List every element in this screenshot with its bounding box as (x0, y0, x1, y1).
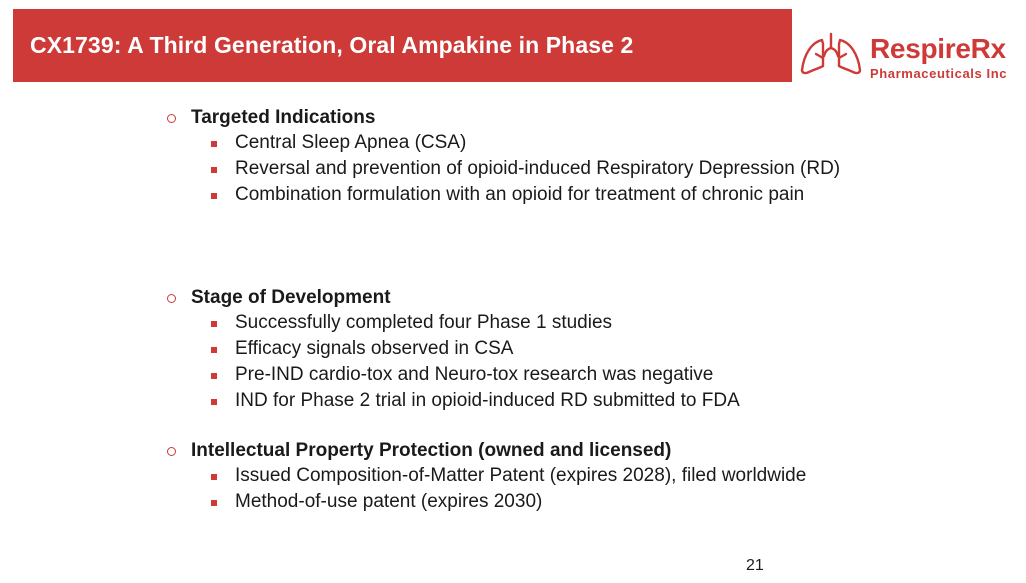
list-item (164, 463, 864, 489)
bullet-list (164, 463, 864, 515)
square-bullet-icon (211, 141, 217, 147)
list-item-text: Successfully completed four Phase 1 studies (235, 312, 613, 333)
list-item-text: IND for Phase 2 trial in opioid-induced RD submitted to FDA (235, 390, 740, 411)
section-stage-of-development (164, 286, 864, 414)
square-bullet-icon (211, 474, 217, 480)
list-item-text: Combination formulation with an opioid for treatment of chronic pain (235, 184, 805, 205)
section-targeted-indications (164, 106, 864, 208)
lungs-icon (798, 32, 864, 76)
slide-title: CX1739: A Third Generation, Oral Ampakine in Phase 2 (30, 32, 634, 58)
title-bar (13, 9, 792, 82)
list-item (164, 362, 864, 388)
page-number: 21 (746, 557, 764, 574)
square-bullet-icon (211, 167, 217, 173)
section-heading-text: Stage of Development (191, 287, 391, 308)
list-item (164, 489, 864, 515)
section-heading (164, 439, 864, 463)
circle-bullet-icon (167, 114, 176, 123)
square-bullet-icon (211, 193, 217, 199)
logo-subtitle: Pharmaceuticals Inc (870, 66, 1008, 81)
square-bullet-icon (211, 347, 217, 353)
section-heading (164, 106, 864, 130)
list-item-text: Reversal and prevention of opioid-induced Respiratory Depression (RD) (235, 158, 841, 179)
square-bullet-icon (211, 321, 217, 327)
list-item (164, 156, 864, 182)
circle-bullet-icon (167, 447, 176, 456)
list-item-text: Central Sleep Apnea (CSA) (235, 132, 467, 153)
company-logo (796, 22, 1026, 82)
bullet-list (164, 130, 864, 208)
square-bullet-icon (211, 399, 217, 405)
list-item (164, 130, 864, 156)
list-item (164, 388, 864, 414)
square-bullet-icon (211, 373, 217, 379)
section-heading-text: Targeted Indications (191, 107, 376, 128)
circle-bullet-icon (167, 294, 176, 303)
list-item (164, 182, 864, 208)
list-item-text: Issued Composition-of-Matter Patent (expires 2028), filed worldwide (235, 465, 807, 486)
list-item-text: Efficacy signals observed in CSA (235, 338, 514, 359)
section-heading (164, 286, 864, 310)
logo-name: RespireRx (870, 33, 1006, 64)
square-bullet-icon (211, 500, 217, 506)
list-item (164, 310, 864, 336)
section-ip-protection (164, 439, 864, 515)
bullet-list (164, 310, 864, 414)
section-heading-text: Intellectual Property Protection (owned and licensed) (191, 440, 672, 461)
list-item (164, 336, 864, 362)
list-item-text: Pre-IND cardio-tox and Neuro-tox research was negative (235, 364, 714, 385)
list-item-text: Method-of-use patent (expires 2030) (235, 491, 543, 512)
